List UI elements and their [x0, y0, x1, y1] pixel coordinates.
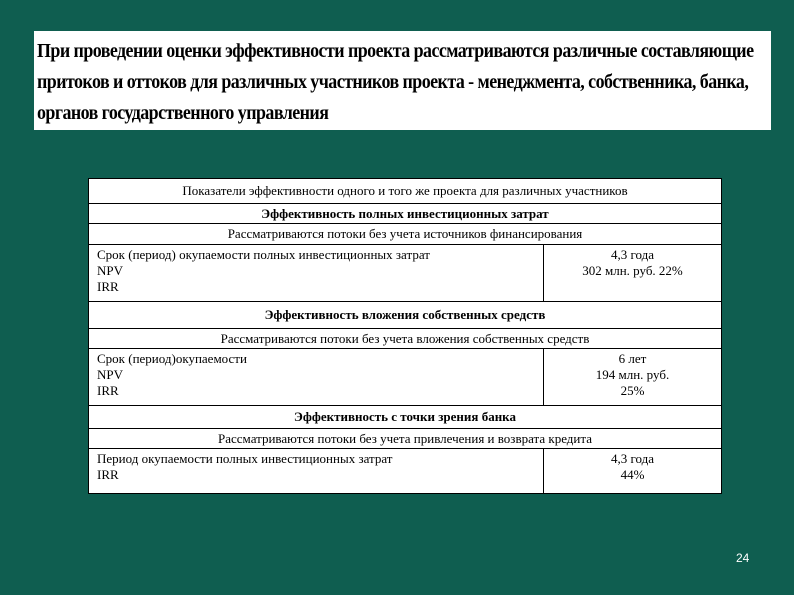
section-title: Эффективность вложения собственных средств	[89, 302, 722, 329]
table-header-row	[89, 179, 722, 204]
section-subtitle: Рассматриваются потоки без учета источников финансирования	[89, 224, 722, 245]
metric-value: 302 млн. руб. 22%	[582, 263, 683, 278]
metric-label: Срок (период)окупаемости	[97, 351, 247, 366]
metric-value: 194 млн. руб.	[595, 367, 670, 382]
table-row	[89, 245, 722, 302]
metric-labels-cell	[89, 349, 544, 406]
section-subtitle: Рассматриваются потоки без учета вложения собственных средств	[89, 329, 722, 349]
section-title-row	[89, 204, 722, 224]
metric-value: 4,3 года	[610, 451, 655, 466]
section-title: Эффективность полных инвестиционных затрат	[89, 204, 722, 224]
slide-title	[37, 36, 773, 129]
section-subtitle-row	[89, 429, 722, 449]
table-header: Показатели эффективности одного и того же проекта для различных участников	[89, 179, 722, 204]
metric-value: 25%	[620, 383, 645, 398]
metric-label: NPV	[97, 263, 124, 278]
metric-value: 4,3 года	[610, 247, 655, 262]
metric-label: IRR	[97, 279, 119, 294]
metric-label: Период окупаемости полных инвестиционных затрат	[97, 451, 393, 466]
metric-values-cell	[544, 349, 722, 406]
metric-value: 6 лет	[618, 351, 647, 366]
metric-labels-cell	[89, 449, 544, 494]
section-title: Эффективность с точки зрения банка	[89, 406, 722, 429]
metric-label: NPV	[97, 367, 124, 382]
section-subtitle-row	[89, 224, 722, 245]
metric-label: IRR	[97, 383, 119, 398]
title-line-1: При проведении оценки эффективности проекта рассматриваются различные составляющие	[37, 41, 754, 62]
section-subtitle: Рассматриваются потоки без учета привлечения и возврата кредита	[89, 429, 722, 449]
section-title-row	[89, 406, 722, 429]
metric-label: IRR	[97, 467, 119, 482]
section-subtitle-row	[89, 329, 722, 349]
metric-label: Срок (период) окупаемости полных инвестиционных затрат	[97, 247, 430, 262]
metric-values-cell	[544, 245, 722, 302]
page-number: 24	[736, 551, 750, 565]
metric-labels-cell	[89, 245, 544, 302]
efficiency-table	[88, 178, 722, 494]
metric-value: 44%	[620, 467, 645, 482]
efficiency-table-container	[88, 178, 722, 494]
table-row	[89, 349, 722, 406]
metric-values-cell	[544, 449, 722, 494]
table-row	[89, 449, 722, 494]
slide-title-box	[34, 31, 771, 130]
section-title-row	[89, 302, 722, 329]
title-line-3: органов государственного управления	[37, 103, 329, 124]
title-line-2: притоков и оттоков для различных участников проекта - менеджмента, собственника, банка,	[37, 72, 749, 93]
